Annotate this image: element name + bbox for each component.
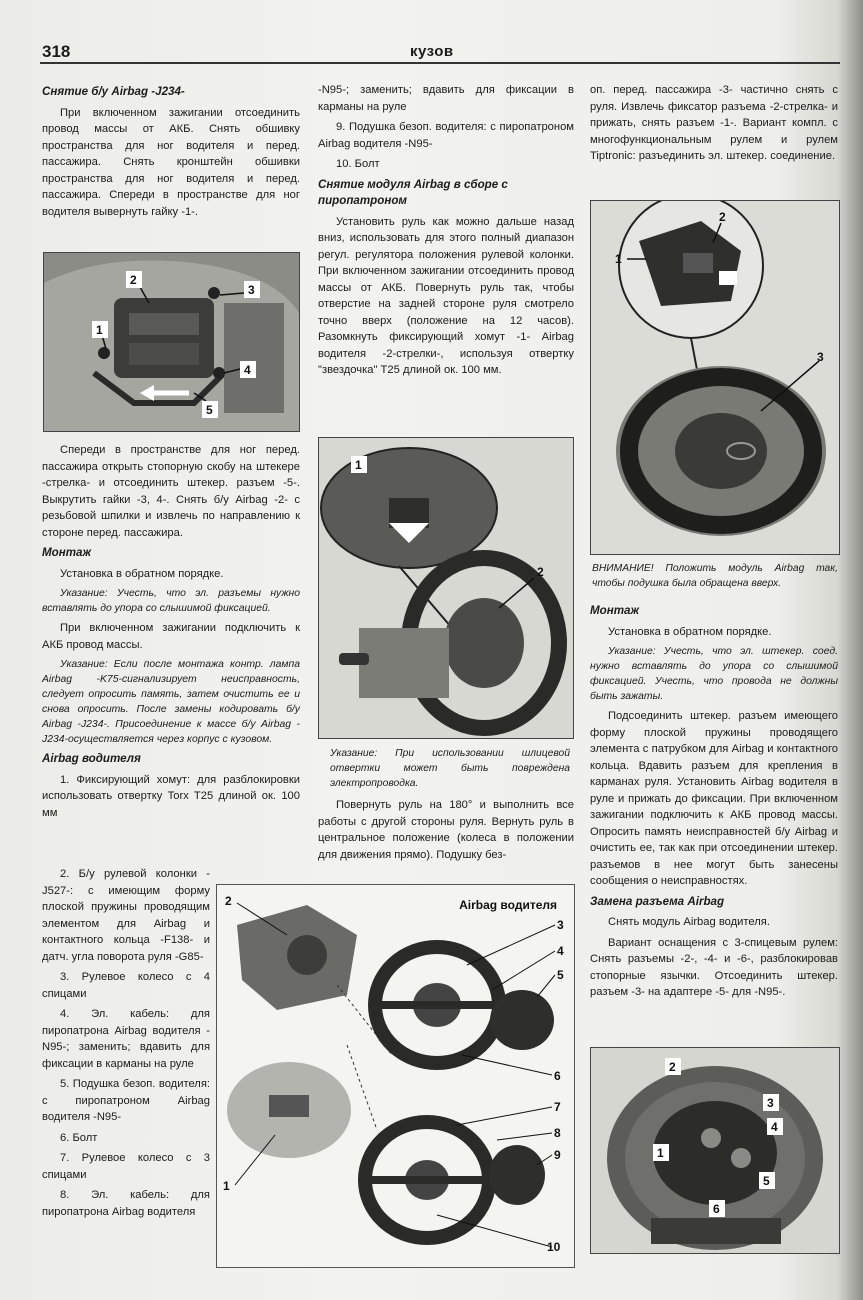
heading-montage: Монтаж [42,546,92,559]
callout-10: 10 [547,1240,561,1254]
callout-1: 1 [355,458,362,472]
note: Указание: Учесть, что эл. разъемы нужно вставлять до упора со слышимой фиксацией. [42,588,300,614]
column-1-top [42,82,300,224]
callout-5: 5 [206,403,213,417]
paragraph: При включенном зажигании подключить к АКБ провод массы. [42,622,300,651]
callout-8: 8 [554,1126,561,1140]
callout-1: 1 [96,323,103,337]
callout-2: 2 [130,273,137,287]
paragraph: Установка в обратном порядке. [608,625,772,638]
paragraph: Спереди в пространстве для ног перед. пассажира открыть стопорную скобу на штекере -стрелка- и отсоединить штекер. разъем -5-. Выкрутить гайки -3, 4-. Снять б/у Airbag -2- с резьбовой шпилки и извлечь по направлению к стороне перед. пассажира. [42,444,300,539]
callout-4: 4 [244,363,251,377]
callout-2: 2 [537,565,544,579]
list-item: 4. Эл. кабель: для пиропатрона Airbag водителя -N95-; заменить; вдавить для фиксации в карманы на руле [42,1008,210,1070]
callout-9: 9 [554,1148,561,1162]
list-item: 1. Фиксирующий хомут: для разблокировки использовать отвертку Torx T25 длиной ок. 100 мм [42,773,300,819]
paragraph: Подсоединить штекер. разъем имеющего форму плоской пружины проводящего элемента с патрубком для Airbag и контактного кольца. Вдавить разъем для крепления в карманах руля. Установить Airbag водителя в руле и прижать до фиксации. При включенном зажигании подключить к АКБ провод массы. Опросить память неисправностей б/у Airbag и очистить ее, так как при отсоединении штекер. разъемов в нее могут быть занесены сообщения о неисправностях. [590,710,838,887]
list-item: 8. Эл. кабель: для пиропатрона Airbag водителя [42,1189,210,1218]
paragraph: -N95-; заменить; вдавить для фиксации в карманы на руле [318,84,574,113]
header-rule [40,62,840,64]
paragraph: Установить руль как можно дальше назад вниз, использовать для этого полный диапазон регул. регулятора положения рулевой колонки. При включенном зажигании отсоединить провод массы от АКБ. Повернуть руль так, чтобы отверстие на задней стороне руля смотрело точно вверх (положение на 12 часов). Разомкнуть фиксирующий хомут -1- Airbag водителя -2-стрелки-, используя отвертку "звездочка" T25 длиной ок. 100 мм. [318,215,574,376]
paragraph: Повернуть руль на 180° и выполнить все работы с другой стороны руля. Вернуть руль в центральное положение (колеса в положении для движения прямо). Подушку без- [318,799,574,861]
figure-airbag-connectors [590,1047,840,1254]
paragraph: При включенном зажигании отсоединить провод массы от АКБ. Снять обшивку пространства для ног водителя и перед. пассажира. Снять кронштейн обшивки пространства для ног водителя и перед. пассажира. Спереди в пространстве для ног водителя вывернуть гайку -1-. [42,106,300,218]
callout-6: 6 [713,1202,720,1216]
callout-3: 3 [767,1096,774,1110]
figure-driver-airbag-exploded [216,884,575,1268]
figure-steering-wheel-clamp [318,437,574,739]
list-item: 7. Рулевое колесо с 3 спицами [42,1152,210,1181]
callout-5: 5 [763,1174,770,1188]
callout-4: 4 [557,944,564,958]
callout-1: 1 [657,1146,664,1160]
callout-3: 3 [557,918,564,932]
list-item: 9. Подушка безоп. водителя: с пиропатроном Airbag водителя -N95- [318,121,574,150]
column-2-top [318,82,574,383]
callout-7: 7 [554,1100,561,1114]
diagram-title: Airbag водителя [459,898,557,912]
list-item: 3. Рулевое колесо с 4 спицами [42,971,210,1000]
note: Указание: Если после монтажа контр. лампа Airbag -K75-сигнализирует неисправность, следует опросить память, затем очистить ее и снова опросить. После замены кодировать б/у Airbag -J234-. Присоединение к массе б/у Airbag -J234-осуществляется через корпус с кузовом. [42,659,300,745]
paragraph: Вариант оснащения с 3-спицевым рулем: Снять разъемы -2-, -4- и -6-, разблокировав стопорные язычки. Отсоединить штекер. разъем -3- на адаптере -5- для -N95-. [590,936,838,998]
paragraph: оп. перед. пассажира -3- частично снять с руля. Извлечь фиксатор разъема -2-стрелка- и прижать, снять разъем -1-. Вариант компл. с многофункциональным рулем и рулем Tiptronic: разъединить эл. штекер. соединение. [590,84,838,162]
column-1-bottom [42,866,210,1224]
figure-caption: ВНИМАНИЕ! Положить модуль Airbag так, чтобы подушка была обращена вверх. [592,563,838,589]
paragraph: Установка в обратном порядке. [60,567,224,580]
heading-montage: Монтаж [590,604,640,617]
note: Указание: Учесть, что эл. штекер. соед. нужно вставлять до упора со слышимой фиксацией. Учесть, что провода не должны быть зажаты. [590,646,838,702]
paragraph: Снять модуль Airbag водителя. [608,916,770,928]
callout-1: 1 [615,252,622,266]
list-item: 6. Болт [60,1131,98,1144]
callout-2: 2 [225,894,232,908]
heading-airbag-module-removal: Снятие модуля Airbag в сборе с пиропатроном [318,177,508,207]
list-item: 10. Болт [336,158,380,170]
section-title: кузов [410,43,454,60]
figure-caption: Указание: При использовании шлицевой отвертки может быть повреждена электропроводка. [330,748,570,789]
heading-driver-airbag: Airbag водителя [42,752,141,765]
figure-passenger-airbag-nuts [43,252,300,432]
callout-3: 3 [817,350,824,364]
callout-2: 2 [669,1060,676,1074]
column-3-top [590,82,838,169]
callout-2: 2 [719,210,726,224]
heading-airbag-j234-removal: Снятие б/у Airbag -J234- [42,85,185,98]
callout-6: 6 [554,1069,561,1083]
callout-1: 1 [223,1179,230,1193]
heading-airbag-connector-replacement: Замена разъема Airbag [590,894,725,908]
list-item: 5. Подушка безоп. водителя: с пиропатроном Airbag водителя -N95- [42,1078,210,1123]
column-2-bottom [318,797,574,867]
figure-airbag-connector [590,200,840,555]
column-1-middle [42,442,300,825]
callout-5: 5 [557,968,564,982]
list-item: 2. Б/у рулевой колонки -J527-: с имеющим форму плоской пружины проводящим элементом для Airbag и контактного кольца -F138- и датч. угла поворота руля -G85- [42,868,210,963]
callout-4: 4 [771,1120,778,1134]
page-number: 318 [42,42,71,61]
column-3-middle [590,601,838,1005]
callout-3: 3 [248,283,255,297]
